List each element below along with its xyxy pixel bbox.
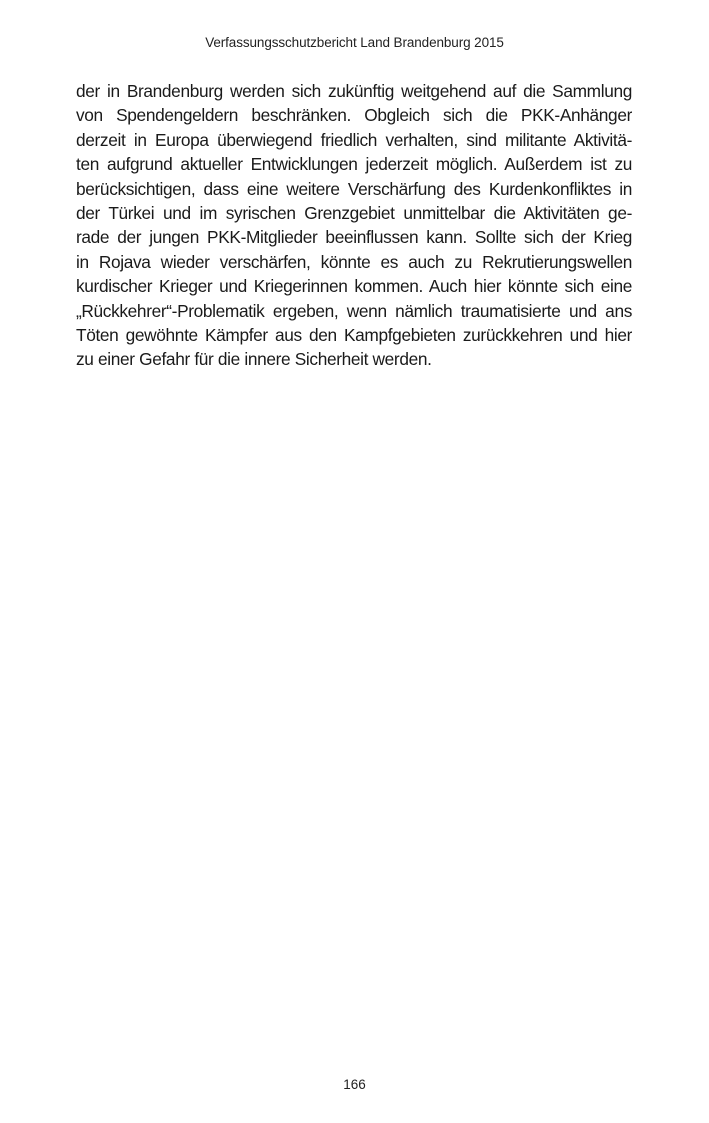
paragraph-line: der in Brandenburg werden sich zukünftig weitgehend auf die Sammlung xyxy=(76,81,632,101)
paragraph-line: der Türkei und im syrischen Grenzgebiet unmittelbar die Aktivitäten ge- xyxy=(76,202,632,223)
paragraph-line-last: zu einer Gefahr für die innere Sicherheit werden. xyxy=(76,349,432,370)
page-number: 166 xyxy=(343,1077,366,1092)
running-header: Verfassungsschutzbericht Land Brandenburg 2015 xyxy=(205,35,504,50)
paragraph-line: in Rojava wieder verschärfen, könnte es auch zu Rekrutierungswellen xyxy=(76,251,632,272)
paragraph-line: „Rückkehrer“-Problematik ergeben, wenn nämlich traumatisierte und ans xyxy=(76,300,632,321)
paragraph-line: rade der jungen PKK-Mitglieder beeinflussen kann. Sollte sich der Krieg xyxy=(76,227,632,248)
paragraph-line: berücksichtigen, dass eine weitere Verschärfung des Kurdenkonfliktes in xyxy=(76,178,632,199)
paragraph-line: derzeit in Europa überwiegend friedlich verhalten, sind militante Aktivitä- xyxy=(76,129,632,150)
paragraph-line: von Spendengeldern beschränken. Obgleich sich die PKK-Anhänger xyxy=(76,105,632,126)
body-paragraph xyxy=(76,79,632,372)
paragraph-line: Töten gewöhnte Kämpfer aus den Kampfgebieten zurückkehren und hier xyxy=(76,324,632,345)
paragraph-line: kurdischer Krieger und Kriegerinnen kommen. Auch hier könnte sich eine xyxy=(76,276,632,297)
paragraph-line: ten aufgrund aktueller Entwicklungen jederzeit möglich. Außerdem ist zu xyxy=(76,154,632,175)
